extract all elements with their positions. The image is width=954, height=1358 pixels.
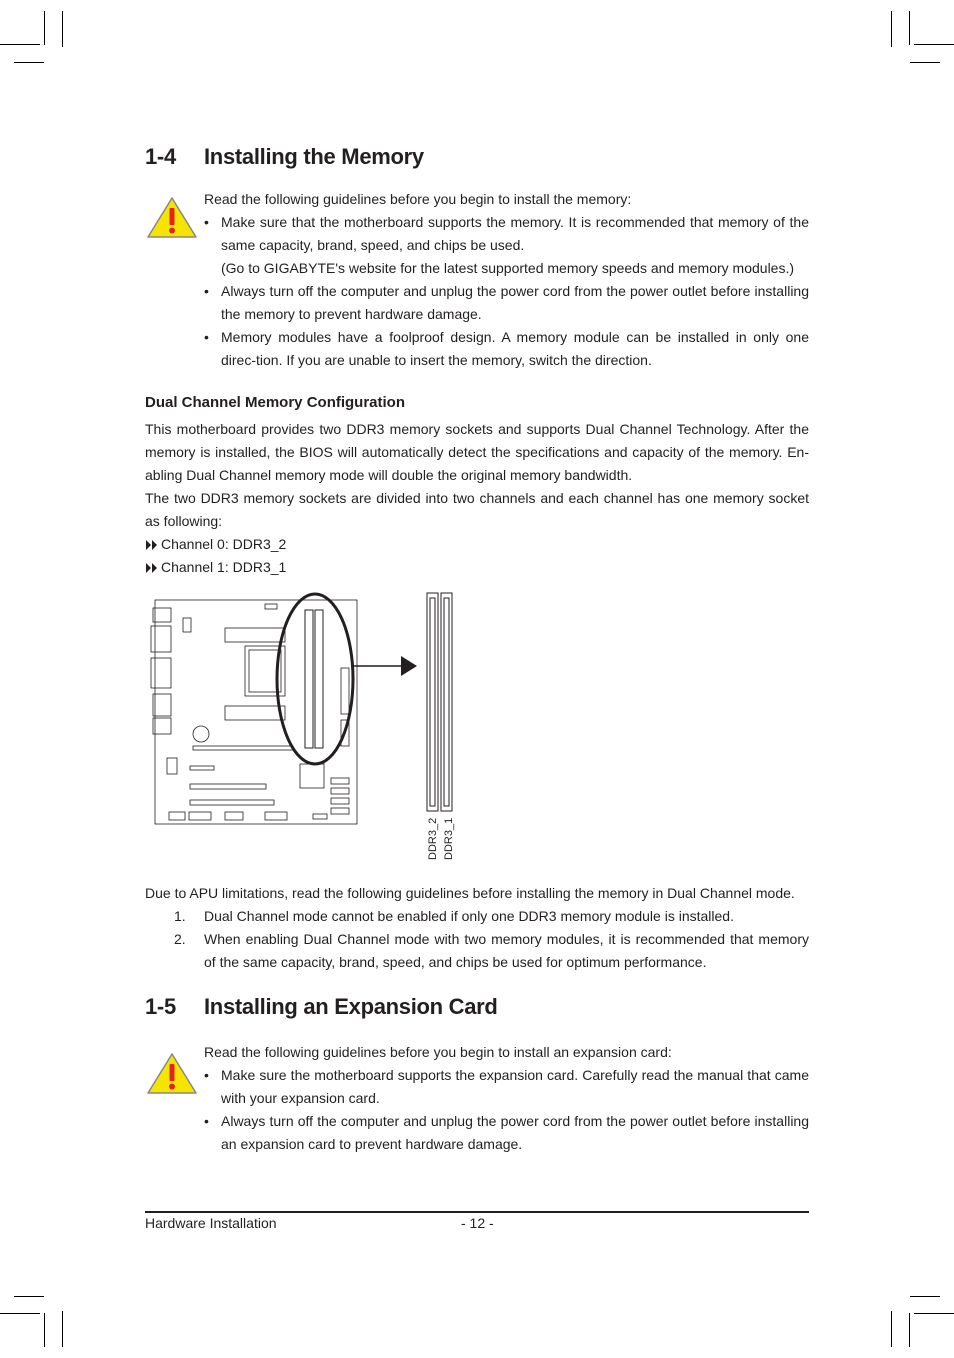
crop-mark xyxy=(891,1311,892,1347)
guidelines-intro: Read the following guidelines before you begin to install the memory: xyxy=(204,191,632,207)
item-number: 1. xyxy=(174,908,186,924)
slot-label-ddr3-2 xyxy=(424,812,440,864)
guideline-item xyxy=(204,211,809,280)
page-footer xyxy=(145,1211,809,1231)
memory-slots-small xyxy=(305,610,323,748)
crop-mark xyxy=(44,11,45,45)
slot-label-ddr3-1 xyxy=(440,812,456,864)
channel-label: Channel 1: DDR3_1 xyxy=(161,559,287,575)
guideline-item: • Always turn off the computer and unplug the power cord from the power outlet before installing an expansion card to prevent hardware damage. xyxy=(204,1110,809,1156)
warning-icon xyxy=(145,1051,199,1097)
crop-mark xyxy=(0,44,40,45)
crop-mark xyxy=(891,11,892,47)
channel-label: Channel 0: DDR3_2 xyxy=(161,536,287,552)
double-arrow-icon xyxy=(145,563,159,573)
crop-mark xyxy=(62,11,63,47)
dual-channel-section xyxy=(145,391,809,579)
crop-mark xyxy=(0,1313,40,1314)
apu-note: Due to APU limitations, read the following guidelines before installing the memory in Dual Channel mode. xyxy=(145,885,795,901)
footer-section-name: Hardware Installation xyxy=(145,1215,277,1231)
section-title: Installing an Expansion Card xyxy=(204,994,498,1019)
numbered-item xyxy=(145,928,809,974)
warning-icon xyxy=(145,195,199,241)
crop-mark xyxy=(44,1313,45,1347)
memory-slots-enlarged xyxy=(427,593,452,811)
crop-mark xyxy=(62,1311,63,1347)
guideline-item: • Always turn off the computer and unplug the power cord from the power outlet before installing the memory to prevent hardware damage. xyxy=(204,280,809,326)
paragraph: The two DDR3 memory sockets are divided into two channels and each channel has one memory socket as following: xyxy=(145,490,809,529)
paragraph: This motherboard provides two DDR3 memory sockets and supports Dual Channel Technology. After the memory is installed, the BIOS will automatically detect the specifications and capacity of the memory. En-abling Dual Channel memory mode will double the original memory bandwidth. xyxy=(145,421,809,483)
item-number: 2. xyxy=(174,931,186,947)
section-number: 1-4 xyxy=(145,144,176,169)
guideline-text: Make sure that the motherboard supports the memory. It is recommended that memory of the same capacity, brand, speed, and chips be used. xyxy=(221,214,809,253)
apu-guidelines xyxy=(145,882,809,974)
crop-mark xyxy=(14,62,44,63)
expansion-card-guidelines xyxy=(204,1041,809,1156)
crop-mark xyxy=(910,1296,940,1297)
subsection-heading: Dual Channel Memory Configuration xyxy=(145,394,406,411)
guideline-note: (Go to GIGABYTE's website for the latest supported memory speeds and memory modules.) xyxy=(221,260,795,276)
guideline-item: • Memory modules have a foolproof design. A memory module can be installed in only one direc-tion. If you are unable to insert the memory, switch the direction. xyxy=(204,326,809,372)
channel-item xyxy=(145,533,809,556)
memory-guidelines xyxy=(204,188,809,372)
guideline-item: • Make sure the motherboard supports the expansion card. Carefully read the manual that came with your expansion card. xyxy=(204,1064,809,1110)
item-text: Dual Channel mode cannot be enabled if only one DDR3 memory module is installed. xyxy=(204,908,734,924)
crop-mark xyxy=(14,1296,44,1297)
motherboard-outline xyxy=(151,600,357,824)
section-heading-memory xyxy=(145,144,424,170)
slot-label-text: DDR3_2 xyxy=(427,817,439,860)
item-text: When enabling Dual Channel mode with two memory modules, it is recommended that memory of the same capacity, brand, speed, and chips be used for optimum performance. xyxy=(204,931,809,970)
crop-mark xyxy=(914,44,954,45)
section-title: Installing the Memory xyxy=(204,144,424,169)
slot-label-text: DDR3_1 xyxy=(443,817,455,860)
double-arrow-icon xyxy=(145,540,159,550)
crop-mark xyxy=(909,11,910,45)
crop-mark xyxy=(909,1313,910,1347)
section-number: 1-5 xyxy=(145,994,176,1019)
pointer-arrow xyxy=(401,656,417,676)
numbered-item xyxy=(145,905,809,928)
guidelines-intro: Read the following guidelines before you begin to install an expansion card: xyxy=(204,1044,672,1060)
channel-item xyxy=(145,556,809,579)
crop-mark xyxy=(910,62,940,63)
crop-mark xyxy=(914,1313,954,1314)
section-heading-expansion-card xyxy=(145,994,498,1020)
page-number: - 12 - xyxy=(461,1215,494,1231)
